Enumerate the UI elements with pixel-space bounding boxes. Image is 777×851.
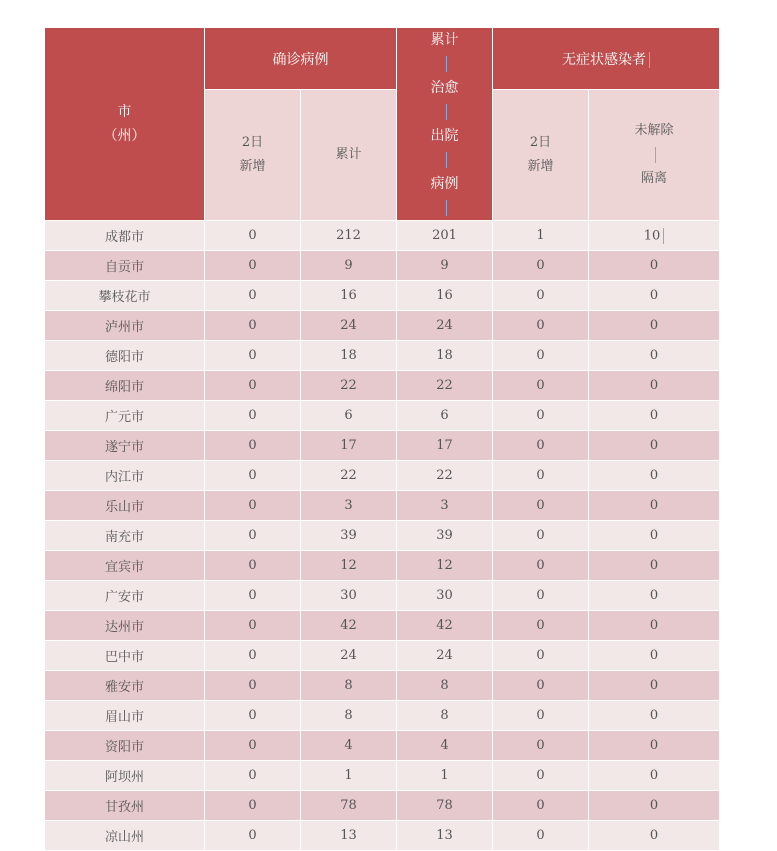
city-cell: 甘孜州 bbox=[45, 791, 205, 821]
cured-cell: 9 bbox=[397, 251, 493, 281]
confirmed-total-cell: 22 bbox=[301, 371, 397, 401]
city-cell: 泸州市 bbox=[45, 311, 205, 341]
confirmed-total-cell: 39 bbox=[301, 521, 397, 551]
cured-cell: 22 bbox=[397, 371, 493, 401]
city-cell: 阿坝州 bbox=[45, 761, 205, 791]
asym-new-cell: 0 bbox=[493, 581, 589, 611]
asymptomatic-group-header: 无症状感染者 bbox=[493, 28, 720, 90]
asym-isolated-cell: 0 bbox=[589, 491, 720, 521]
table-body bbox=[45, 221, 720, 851]
city-cell: 攀枝花市 bbox=[45, 281, 205, 311]
city-cell: 成都市 bbox=[45, 221, 205, 251]
confirmed-new-cell: 0 bbox=[205, 251, 301, 281]
asym-isolated-header: 未解除 隔离 bbox=[589, 90, 720, 221]
table-row bbox=[45, 581, 720, 611]
asym-new-cell: 0 bbox=[493, 821, 589, 851]
city-cell: 巴中市 bbox=[45, 641, 205, 671]
city-cell: 南充市 bbox=[45, 521, 205, 551]
cured-cell: 8 bbox=[397, 701, 493, 731]
asym-isolated-cell: 0 bbox=[589, 611, 720, 641]
city-cell: 自贡市 bbox=[45, 251, 205, 281]
asym-isolated-cell: 0 bbox=[589, 281, 720, 311]
asym-isolated-cell: 0 bbox=[589, 701, 720, 731]
asym-new-cell: 0 bbox=[493, 371, 589, 401]
table-row bbox=[45, 341, 720, 371]
asym-isolated-cell: 0 bbox=[589, 341, 720, 371]
asym-new-cell: 0 bbox=[493, 311, 589, 341]
city-cell: 绵阳市 bbox=[45, 371, 205, 401]
confirmed-new-cell: 0 bbox=[205, 791, 301, 821]
confirmed-new-cell: 0 bbox=[205, 641, 301, 671]
asym-isolated-cell: 0 bbox=[589, 551, 720, 581]
confirmed-total-cell: 42 bbox=[301, 611, 397, 641]
confirmed-total-cell: 22 bbox=[301, 461, 397, 491]
confirmed-new-cell: 0 bbox=[205, 521, 301, 551]
confirmed-total-header: 累计 bbox=[301, 90, 397, 221]
asym-isolated-cell: 0 bbox=[589, 311, 720, 341]
city-cell: 眉山市 bbox=[45, 701, 205, 731]
confirmed-total-cell: 9 bbox=[301, 251, 397, 281]
confirmed-new-cell: 0 bbox=[205, 581, 301, 611]
asym-new-cell: 0 bbox=[493, 431, 589, 461]
asym-isolated-cell: 0 bbox=[589, 821, 720, 851]
city-cell: 内江市 bbox=[45, 461, 205, 491]
city-cell: 雅安市 bbox=[45, 671, 205, 701]
asym-isolated-cell: 0 bbox=[589, 671, 720, 701]
asym-isolated-cell: 0 bbox=[589, 791, 720, 821]
asym-new-cell: 0 bbox=[493, 401, 589, 431]
confirmed-total-cell: 24 bbox=[301, 641, 397, 671]
city-cell: 宜宾市 bbox=[45, 551, 205, 581]
city-cell: 遂宁市 bbox=[45, 431, 205, 461]
table-row bbox=[45, 431, 720, 461]
confirmed-new-cell: 0 bbox=[205, 491, 301, 521]
table-row bbox=[45, 461, 720, 491]
confirmed-total-cell: 78 bbox=[301, 791, 397, 821]
table-row bbox=[45, 731, 720, 761]
table-row bbox=[45, 821, 720, 851]
table-row bbox=[45, 671, 720, 701]
confirmed-total-cell: 4 bbox=[301, 731, 397, 761]
cured-cell: 8 bbox=[397, 671, 493, 701]
asym-isolated-cell: 0 bbox=[589, 461, 720, 491]
asym-new-cell: 0 bbox=[493, 491, 589, 521]
cured-cell: 78 bbox=[397, 791, 493, 821]
cured-cell: 3 bbox=[397, 491, 493, 521]
table-row bbox=[45, 791, 720, 821]
asym-new-cell: 0 bbox=[493, 341, 589, 371]
cured-cell: 42 bbox=[397, 611, 493, 641]
confirmed-new-cell: 0 bbox=[205, 701, 301, 731]
table-row bbox=[45, 641, 720, 671]
asym-new-header: 2日 新增 bbox=[493, 90, 589, 221]
asym-isolated-cell: 0 bbox=[589, 431, 720, 461]
city-cell: 乐山市 bbox=[45, 491, 205, 521]
confirmed-new-cell: 0 bbox=[205, 401, 301, 431]
table-row bbox=[45, 551, 720, 581]
table-row bbox=[45, 311, 720, 341]
cured-cell: 22 bbox=[397, 461, 493, 491]
table-row bbox=[45, 221, 720, 251]
city-cell: 凉山州 bbox=[45, 821, 205, 851]
confirmed-new-cell: 0 bbox=[205, 761, 301, 791]
table-row bbox=[45, 761, 720, 791]
asym-new-cell: 0 bbox=[493, 701, 589, 731]
confirmed-new-cell: 0 bbox=[205, 311, 301, 341]
asym-new-cell: 0 bbox=[493, 521, 589, 551]
table-row bbox=[45, 701, 720, 731]
cured-cell: 30 bbox=[397, 581, 493, 611]
asym-new-cell: 0 bbox=[493, 791, 589, 821]
asym-new-cell: 0 bbox=[493, 671, 589, 701]
asym-new-cell: 1 bbox=[493, 221, 589, 251]
asym-new-cell: 0 bbox=[493, 731, 589, 761]
asym-isolated-cell: 0 bbox=[589, 521, 720, 551]
cured-cell: 16 bbox=[397, 281, 493, 311]
city-column-header: 市 （州） bbox=[45, 28, 205, 221]
confirmed-total-cell: 17 bbox=[301, 431, 397, 461]
asym-new-cell: 0 bbox=[493, 761, 589, 791]
asym-isolated-cell: 10 bbox=[589, 221, 720, 251]
cured-cell: 4 bbox=[397, 731, 493, 761]
confirmed-new-cell: 0 bbox=[205, 341, 301, 371]
confirmed-total-cell: 1 bbox=[301, 761, 397, 791]
cured-column-header: 累计 治愈 出院 病例 bbox=[397, 28, 493, 221]
cured-cell: 17 bbox=[397, 431, 493, 461]
cured-cell: 201 bbox=[397, 221, 493, 251]
confirmed-new-cell: 0 bbox=[205, 731, 301, 761]
asym-new-cell: 0 bbox=[493, 251, 589, 281]
asym-new-cell: 0 bbox=[493, 641, 589, 671]
asym-new-cell: 0 bbox=[493, 461, 589, 491]
asym-isolated-cell: 0 bbox=[589, 371, 720, 401]
city-cell: 达州市 bbox=[45, 611, 205, 641]
confirmed-total-cell: 24 bbox=[301, 311, 397, 341]
confirmed-new-cell: 0 bbox=[205, 551, 301, 581]
confirmed-new-cell: 0 bbox=[205, 281, 301, 311]
confirmed-total-cell: 12 bbox=[301, 551, 397, 581]
asym-isolated-cell: 0 bbox=[589, 581, 720, 611]
confirmed-total-cell: 8 bbox=[301, 701, 397, 731]
table-row bbox=[45, 281, 720, 311]
asym-isolated-cell: 0 bbox=[589, 731, 720, 761]
asym-new-cell: 0 bbox=[493, 281, 589, 311]
confirmed-new-cell: 0 bbox=[205, 431, 301, 461]
confirmed-new-cell: 0 bbox=[205, 611, 301, 641]
cured-cell: 13 bbox=[397, 821, 493, 851]
city-cell: 广元市 bbox=[45, 401, 205, 431]
confirmed-new-cell: 0 bbox=[205, 221, 301, 251]
confirmed-group-header: 确诊病例 bbox=[205, 28, 397, 90]
confirmed-new-header: 2日 新增 bbox=[205, 90, 301, 221]
confirmed-total-cell: 8 bbox=[301, 671, 397, 701]
cured-cell: 24 bbox=[397, 311, 493, 341]
table-row bbox=[45, 401, 720, 431]
confirmed-total-cell: 16 bbox=[301, 281, 397, 311]
asym-new-cell: 0 bbox=[493, 551, 589, 581]
asym-isolated-cell: 0 bbox=[589, 401, 720, 431]
confirmed-total-cell: 6 bbox=[301, 401, 397, 431]
table-row bbox=[45, 371, 720, 401]
confirmed-new-cell: 0 bbox=[205, 371, 301, 401]
asym-isolated-cell: 0 bbox=[589, 761, 720, 791]
confirmed-total-cell: 13 bbox=[301, 821, 397, 851]
confirmed-total-cell: 30 bbox=[301, 581, 397, 611]
city-cell: 资阳市 bbox=[45, 731, 205, 761]
confirmed-total-cell: 212 bbox=[301, 221, 397, 251]
confirmed-new-cell: 0 bbox=[205, 671, 301, 701]
confirmed-total-cell: 18 bbox=[301, 341, 397, 371]
table-row bbox=[45, 521, 720, 551]
cured-cell: 39 bbox=[397, 521, 493, 551]
cured-cell: 12 bbox=[397, 551, 493, 581]
city-cell: 广安市 bbox=[45, 581, 205, 611]
covid-stats-table bbox=[44, 27, 720, 851]
cured-cell: 1 bbox=[397, 761, 493, 791]
cured-cell: 6 bbox=[397, 401, 493, 431]
confirmed-total-cell: 3 bbox=[301, 491, 397, 521]
city-cell: 德阳市 bbox=[45, 341, 205, 371]
cured-cell: 24 bbox=[397, 641, 493, 671]
cured-cell: 18 bbox=[397, 341, 493, 371]
table-row bbox=[45, 491, 720, 521]
confirmed-new-cell: 0 bbox=[205, 821, 301, 851]
asym-isolated-cell: 0 bbox=[589, 641, 720, 671]
confirmed-new-cell: 0 bbox=[205, 461, 301, 491]
asym-new-cell: 0 bbox=[493, 611, 589, 641]
asym-isolated-cell: 0 bbox=[589, 251, 720, 281]
table-row bbox=[45, 251, 720, 281]
table-row bbox=[45, 611, 720, 641]
